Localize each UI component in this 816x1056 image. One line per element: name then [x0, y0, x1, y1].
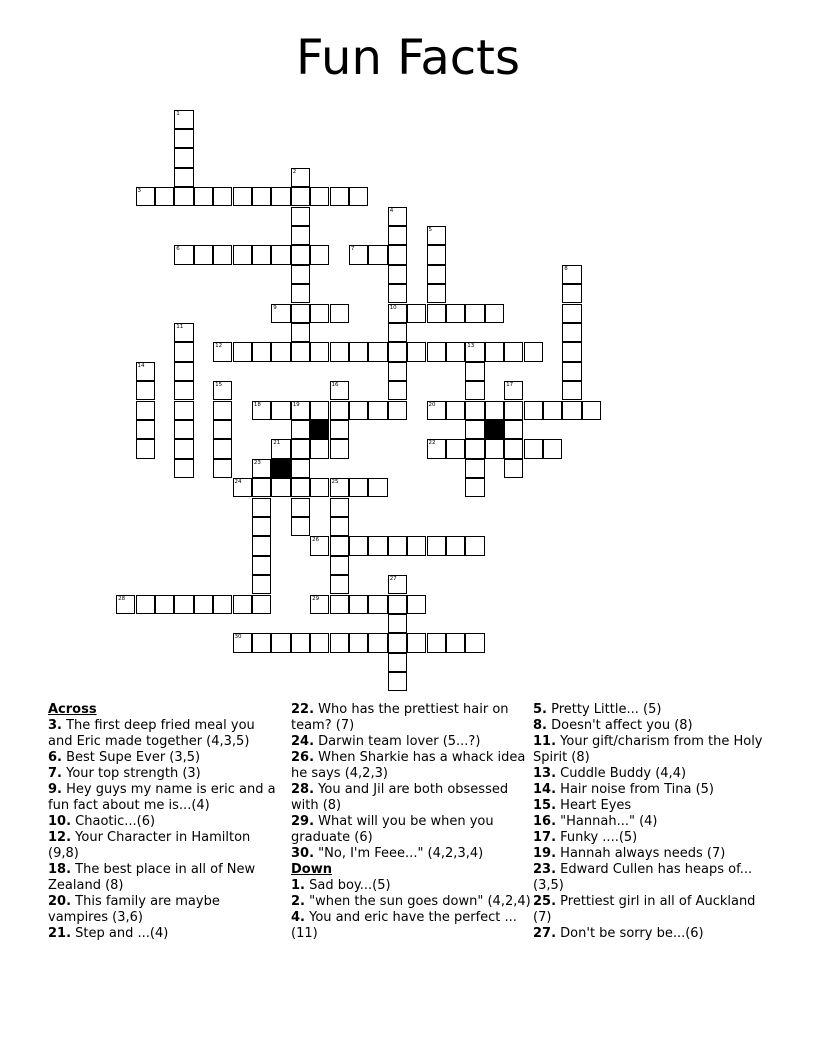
- grid-cell[interactable]: [194, 187, 213, 206]
- grid-cell[interactable]: [291, 342, 310, 361]
- clue-number: 25: [331, 479, 339, 486]
- grid-cell[interactable]: [291, 323, 310, 342]
- down-clue: 4. You and eric have the perfect ...(11): [291, 910, 517, 941]
- black-cell: [271, 459, 290, 478]
- grid-cell[interactable]: [233, 478, 252, 497]
- grid-cell[interactable]: [407, 633, 426, 652]
- grid-cell[interactable]: [174, 401, 193, 420]
- grid-cell[interactable]: [271, 187, 290, 206]
- grid-cell[interactable]: [252, 517, 271, 536]
- grid-cell[interactable]: [446, 633, 465, 652]
- grid-cell[interactable]: [407, 342, 426, 361]
- grid-cell[interactable]: [291, 187, 310, 206]
- clue-number: 14: [137, 362, 145, 369]
- grid-cell[interactable]: [427, 439, 446, 458]
- across-clue: 28. You and Jil are both obsessed with (8): [291, 782, 509, 813]
- grid-cell[interactable]: [271, 439, 290, 458]
- across-clue: 9. Hey guys my name is eric and a fun fact about me is...(4): [48, 782, 276, 813]
- grid-cell[interactable]: [524, 401, 543, 420]
- across-clue: 12. Your Character in Hamilton (9,8): [48, 830, 251, 861]
- grid-cell[interactable]: [388, 653, 407, 672]
- grid-cell[interactable]: [427, 265, 446, 284]
- grid-cell[interactable]: [174, 595, 193, 614]
- down-clue: 16. "Hannah..." (4): [533, 814, 658, 829]
- grid-cell[interactable]: [291, 459, 310, 478]
- grid-cell[interactable]: [330, 187, 349, 206]
- grid-cell[interactable]: [446, 342, 465, 361]
- grid-cell[interactable]: [213, 342, 232, 361]
- grid-cell[interactable]: [349, 342, 368, 361]
- grid-cell[interactable]: [388, 672, 407, 691]
- down-clue: 11. Your gift/charism from the Holy Spirit (8): [533, 734, 763, 765]
- grid-cell[interactable]: [252, 401, 271, 420]
- across-clue: 26. When Sharkie has a whack idea he says (4,2,3): [291, 750, 526, 781]
- grid-cell[interactable]: [252, 459, 271, 478]
- grid-cell[interactable]: [562, 323, 581, 342]
- clue-number: 29: [312, 595, 320, 602]
- grid-cell[interactable]: [252, 633, 271, 652]
- down-clue: 19. Hannah always needs (7): [533, 846, 726, 861]
- grid-cell[interactable]: [330, 478, 349, 497]
- grid-cell[interactable]: [504, 342, 523, 361]
- grid-cell[interactable]: [136, 187, 155, 206]
- across-clue: 7. Your top strength (3): [48, 766, 201, 781]
- grid-cell[interactable]: [291, 498, 310, 517]
- clue-number: 9: [273, 304, 277, 311]
- grid-cell[interactable]: [562, 381, 581, 400]
- grid-cell[interactable]: [194, 245, 213, 264]
- grid-cell[interactable]: [504, 420, 523, 439]
- grid-cell[interactable]: [136, 381, 155, 400]
- grid-cell[interactable]: [213, 439, 232, 458]
- grid-cell[interactable]: [465, 381, 484, 400]
- clue-number: 7: [350, 246, 355, 253]
- clue-number: 13: [467, 343, 475, 350]
- grid-cell[interactable]: [446, 439, 465, 458]
- clue-number: 28: [118, 595, 126, 602]
- grid-cell[interactable]: [291, 265, 310, 284]
- down-clue: 8. Doesn't affect you (8): [533, 718, 693, 733]
- grid-cell[interactable]: [427, 401, 446, 420]
- grid-cell[interactable]: [427, 633, 446, 652]
- black-cell: [310, 420, 329, 439]
- grid-cell[interactable]: [465, 536, 484, 555]
- grid-cell[interactable]: [582, 401, 601, 420]
- grid-cell[interactable]: [465, 401, 484, 420]
- grid-cell[interactable]: [349, 187, 368, 206]
- grid-cell[interactable]: [252, 187, 271, 206]
- grid-cell[interactable]: [349, 633, 368, 652]
- grid-cell[interactable]: [174, 148, 193, 167]
- grid-cell[interactable]: [252, 245, 271, 264]
- grid-cell[interactable]: [136, 420, 155, 439]
- grid-cell[interactable]: [136, 362, 155, 381]
- grid-cell[interactable]: [388, 575, 407, 594]
- grid-cell[interactable]: [388, 265, 407, 284]
- grid-cell[interactable]: [388, 245, 407, 264]
- grid-cell[interactable]: [407, 536, 426, 555]
- across-clue: 30. "No, I'm Feee..." (4,2,3,4): [291, 846, 484, 861]
- grid-cell[interactable]: [368, 245, 387, 264]
- clue-number: 26: [312, 537, 320, 544]
- grid-cell[interactable]: [330, 498, 349, 517]
- grid-cell[interactable]: [388, 633, 407, 652]
- across-clue: 3. The first deep fried meal you and Eric made together (4,3,5): [48, 718, 255, 749]
- grid-cell[interactable]: [136, 401, 155, 420]
- grid-cell[interactable]: [174, 420, 193, 439]
- down-clue: 5. Pretty Little... (5): [533, 702, 662, 717]
- grid-cell[interactable]: [562, 401, 581, 420]
- grid-cell[interactable]: [174, 381, 193, 400]
- grid-cell[interactable]: [213, 381, 232, 400]
- across-clue: 29. What will you be when you graduate (6): [291, 814, 494, 845]
- grid-cell[interactable]: [504, 401, 523, 420]
- down-clue: 23. Edward Cullen has heaps of...(3,5): [533, 862, 753, 893]
- grid-cell[interactable]: [330, 381, 349, 400]
- clue-number: 17: [506, 382, 514, 389]
- grid-cell[interactable]: [252, 342, 271, 361]
- clue-number: 12: [215, 343, 223, 350]
- grid-cell[interactable]: [310, 187, 329, 206]
- grid-cell[interactable]: [174, 459, 193, 478]
- clues-column-2: [291, 702, 531, 942]
- grid-cell[interactable]: [252, 498, 271, 517]
- grid-cell[interactable]: [291, 478, 310, 497]
- grid-cell[interactable]: [562, 362, 581, 381]
- clue-number: 22: [428, 440, 436, 447]
- grid-cell[interactable]: [465, 304, 484, 323]
- grid-cell[interactable]: [446, 401, 465, 420]
- grid-cell[interactable]: [465, 478, 484, 497]
- grid-cell[interactable]: [524, 439, 543, 458]
- grid-cell[interactable]: [330, 633, 349, 652]
- grid-cell[interactable]: [194, 595, 213, 614]
- grid-cell[interactable]: [252, 575, 271, 594]
- grid-cell[interactable]: [388, 304, 407, 323]
- down-clue: 14. Hair noise from Tina (5): [533, 782, 714, 797]
- grid-cell[interactable]: [446, 536, 465, 555]
- grid-cell[interactable]: [388, 614, 407, 633]
- grid-cell[interactable]: [330, 556, 349, 575]
- black-cell: [485, 420, 504, 439]
- grid-cell[interactable]: [233, 633, 252, 652]
- grid-cell[interactable]: [465, 362, 484, 381]
- grid-cell[interactable]: [174, 110, 193, 129]
- grid-cell[interactable]: [427, 226, 446, 245]
- clues-column-1: [48, 702, 283, 942]
- grid-cell[interactable]: [291, 226, 310, 245]
- grid-cell[interactable]: [407, 304, 426, 323]
- grid-cell[interactable]: [562, 284, 581, 303]
- grid-cell[interactable]: [388, 207, 407, 226]
- clue-number: 24: [234, 479, 242, 486]
- grid-cell[interactable]: [291, 517, 310, 536]
- clue-number: 10: [389, 304, 397, 311]
- across-clue: 6. Best Supe Ever (3,5): [48, 750, 201, 765]
- grid-cell[interactable]: [388, 323, 407, 342]
- grid-cell[interactable]: [465, 342, 484, 361]
- grid-cell[interactable]: [368, 342, 387, 361]
- grid-cell[interactable]: [310, 342, 329, 361]
- clue-number: 11: [176, 323, 184, 330]
- grid-cell[interactable]: [330, 575, 349, 594]
- grid-cell[interactable]: [330, 304, 349, 323]
- grid-cell[interactable]: [310, 245, 329, 264]
- across-clue: 20. This family are maybe vampires (3,6): [48, 894, 220, 925]
- across-heading: Across: [48, 702, 97, 717]
- grid-cell[interactable]: [174, 245, 193, 264]
- grid-cell[interactable]: [330, 342, 349, 361]
- grid-cell[interactable]: [213, 420, 232, 439]
- grid-cell[interactable]: [465, 420, 484, 439]
- grid-cell[interactable]: [155, 595, 174, 614]
- clue-number: 6: [176, 246, 180, 253]
- clue-number: 1: [176, 110, 180, 117]
- page-title: Fun Facts: [296, 30, 520, 86]
- grid-cell[interactable]: [330, 420, 349, 439]
- grid-cell[interactable]: [174, 168, 193, 187]
- clue-number: 2: [292, 168, 297, 175]
- clue-number: 30: [234, 634, 242, 641]
- grid-cell[interactable]: [504, 459, 523, 478]
- grid-cell[interactable]: [562, 265, 581, 284]
- grid-cell[interactable]: [427, 284, 446, 303]
- grid-cell[interactable]: [310, 595, 329, 614]
- grid-cell[interactable]: [271, 633, 290, 652]
- grid-cell[interactable]: [388, 284, 407, 303]
- grid-cell[interactable]: [407, 595, 426, 614]
- grid-cell[interactable]: [271, 245, 290, 264]
- grid-cell[interactable]: [291, 284, 310, 303]
- grid-cell[interactable]: [310, 633, 329, 652]
- clue-number: 21: [273, 440, 281, 447]
- grid-cell[interactable]: [388, 401, 407, 420]
- grid-cell[interactable]: [233, 187, 252, 206]
- grid-cell[interactable]: [485, 401, 504, 420]
- grid-cell[interactable]: [155, 187, 174, 206]
- grid-cell[interactable]: [388, 536, 407, 555]
- grid-cell[interactable]: [271, 342, 290, 361]
- grid-cell[interactable]: [291, 633, 310, 652]
- grid-cell[interactable]: [368, 633, 387, 652]
- grid-cell[interactable]: [388, 342, 407, 361]
- grid-cell[interactable]: [291, 207, 310, 226]
- grid-cell[interactable]: [252, 478, 271, 497]
- clues-column-3: [533, 702, 773, 942]
- grid-cell[interactable]: [116, 595, 135, 614]
- across-clue: 10. Chaotic...(6): [48, 814, 156, 829]
- grid-cell[interactable]: [291, 401, 310, 420]
- grid-cell[interactable]: [310, 401, 329, 420]
- down-clue: 17. Funky ....(5): [533, 830, 638, 845]
- grid-cell[interactable]: [504, 381, 523, 400]
- grid-cell[interactable]: [485, 439, 504, 458]
- grid-cell[interactable]: [368, 478, 387, 497]
- down-clue: 15. Heart Eyes: [533, 798, 632, 813]
- clue-number: 3: [137, 188, 141, 195]
- grid-cell[interactable]: [310, 304, 329, 323]
- across-clue: 21. Step and ...(4): [48, 926, 169, 941]
- grid-cell[interactable]: [427, 536, 446, 555]
- down-clue: 2. "when the sun goes down" (4,2,4): [291, 894, 531, 909]
- grid-cell[interactable]: [427, 342, 446, 361]
- grid-cell[interactable]: [388, 381, 407, 400]
- grid-cell[interactable]: [330, 401, 349, 420]
- grid-cell[interactable]: [349, 536, 368, 555]
- grid-cell[interactable]: [291, 245, 310, 264]
- grid-cell[interactable]: [330, 439, 349, 458]
- grid-cell[interactable]: [388, 595, 407, 614]
- grid-cell[interactable]: [252, 536, 271, 555]
- grid-cell[interactable]: [368, 595, 387, 614]
- grid-cell[interactable]: [504, 439, 523, 458]
- grid-cell[interactable]: [562, 342, 581, 361]
- grid-cell[interactable]: [174, 342, 193, 361]
- clue-number: 27: [389, 576, 397, 583]
- grid-cell[interactable]: [485, 304, 504, 323]
- grid-cell[interactable]: [524, 342, 543, 361]
- grid-cell[interactable]: [213, 245, 232, 264]
- grid-cell[interactable]: [388, 226, 407, 245]
- grid-cell[interactable]: [349, 595, 368, 614]
- grid-cell[interactable]: [330, 536, 349, 555]
- grid-cell[interactable]: [291, 420, 310, 439]
- clue-number: 23: [253, 459, 261, 466]
- grid-cell[interactable]: [213, 187, 232, 206]
- clue-number: 19: [292, 401, 300, 408]
- clue-number: 8: [564, 265, 568, 272]
- grid-cell[interactable]: [465, 633, 484, 652]
- grid-cell[interactable]: [465, 439, 484, 458]
- grid-cell[interactable]: [349, 401, 368, 420]
- grid-cell[interactable]: [291, 168, 310, 187]
- grid-cell[interactable]: [427, 245, 446, 264]
- down-heading: Down: [291, 862, 332, 877]
- grid-cell[interactable]: [562, 304, 581, 323]
- grid-cell[interactable]: [465, 459, 484, 478]
- across-clue: 18. The best place in all of New Zealand (8): [48, 862, 256, 893]
- clue-number: 4: [389, 207, 394, 214]
- grid-cell[interactable]: [174, 187, 193, 206]
- grid-cell[interactable]: [368, 536, 387, 555]
- grid-cell[interactable]: [310, 439, 329, 458]
- grid-cell[interactable]: [291, 304, 310, 323]
- grid-cell[interactable]: [388, 362, 407, 381]
- clue-number: 20: [428, 401, 436, 408]
- clue-number: 15: [215, 382, 223, 389]
- down-clue: 13. Cuddle Buddy (4,4): [533, 766, 687, 781]
- grid-cell[interactable]: [485, 342, 504, 361]
- down-clue: 1. Sad boy...(5): [291, 878, 391, 893]
- grid-cell[interactable]: [174, 323, 193, 342]
- grid-cell[interactable]: [427, 304, 446, 323]
- clue-number: 18: [253, 401, 261, 408]
- grid-cell[interactable]: [543, 401, 562, 420]
- grid-cell[interactable]: [543, 439, 562, 458]
- grid-cell[interactable]: [174, 439, 193, 458]
- grid-cell[interactable]: [310, 536, 329, 555]
- clue-number: 5: [428, 226, 432, 233]
- grid-cell[interactable]: [271, 304, 290, 323]
- grid-cell[interactable]: [174, 129, 193, 148]
- grid-cell[interactable]: [330, 595, 349, 614]
- grid-cell[interactable]: [291, 439, 310, 458]
- grid-cell[interactable]: [271, 478, 290, 497]
- grid-cell[interactable]: [330, 517, 349, 536]
- grid-cell[interactable]: [252, 595, 271, 614]
- across-clue: 22. Who has the prettiest hair on team? (7): [291, 702, 509, 733]
- grid-cell[interactable]: [136, 595, 155, 614]
- grid-cell[interactable]: [213, 459, 232, 478]
- grid-cell[interactable]: [349, 478, 368, 497]
- grid-cell[interactable]: [136, 439, 155, 458]
- grid-cell[interactable]: [213, 401, 232, 420]
- grid-cell[interactable]: [271, 401, 290, 420]
- grid-cell[interactable]: [233, 342, 252, 361]
- across-clue: 24. Darwin team lover (5...?): [291, 734, 481, 749]
- grid-cell[interactable]: [446, 304, 465, 323]
- clue-number: 16: [331, 382, 339, 389]
- down-clue: 25. Prettiest girl in all of Auckland (7): [533, 894, 756, 925]
- grid-cell[interactable]: [368, 401, 387, 420]
- grid-cell[interactable]: [310, 478, 329, 497]
- grid-cell[interactable]: [233, 245, 252, 264]
- grid-cell[interactable]: [213, 595, 232, 614]
- grid-cell[interactable]: [252, 556, 271, 575]
- down-clue: 27. Don't be sorry be...(6): [533, 926, 704, 941]
- grid-cell[interactable]: [349, 245, 368, 264]
- grid-cell[interactable]: [174, 362, 193, 381]
- grid-cell[interactable]: [233, 595, 252, 614]
